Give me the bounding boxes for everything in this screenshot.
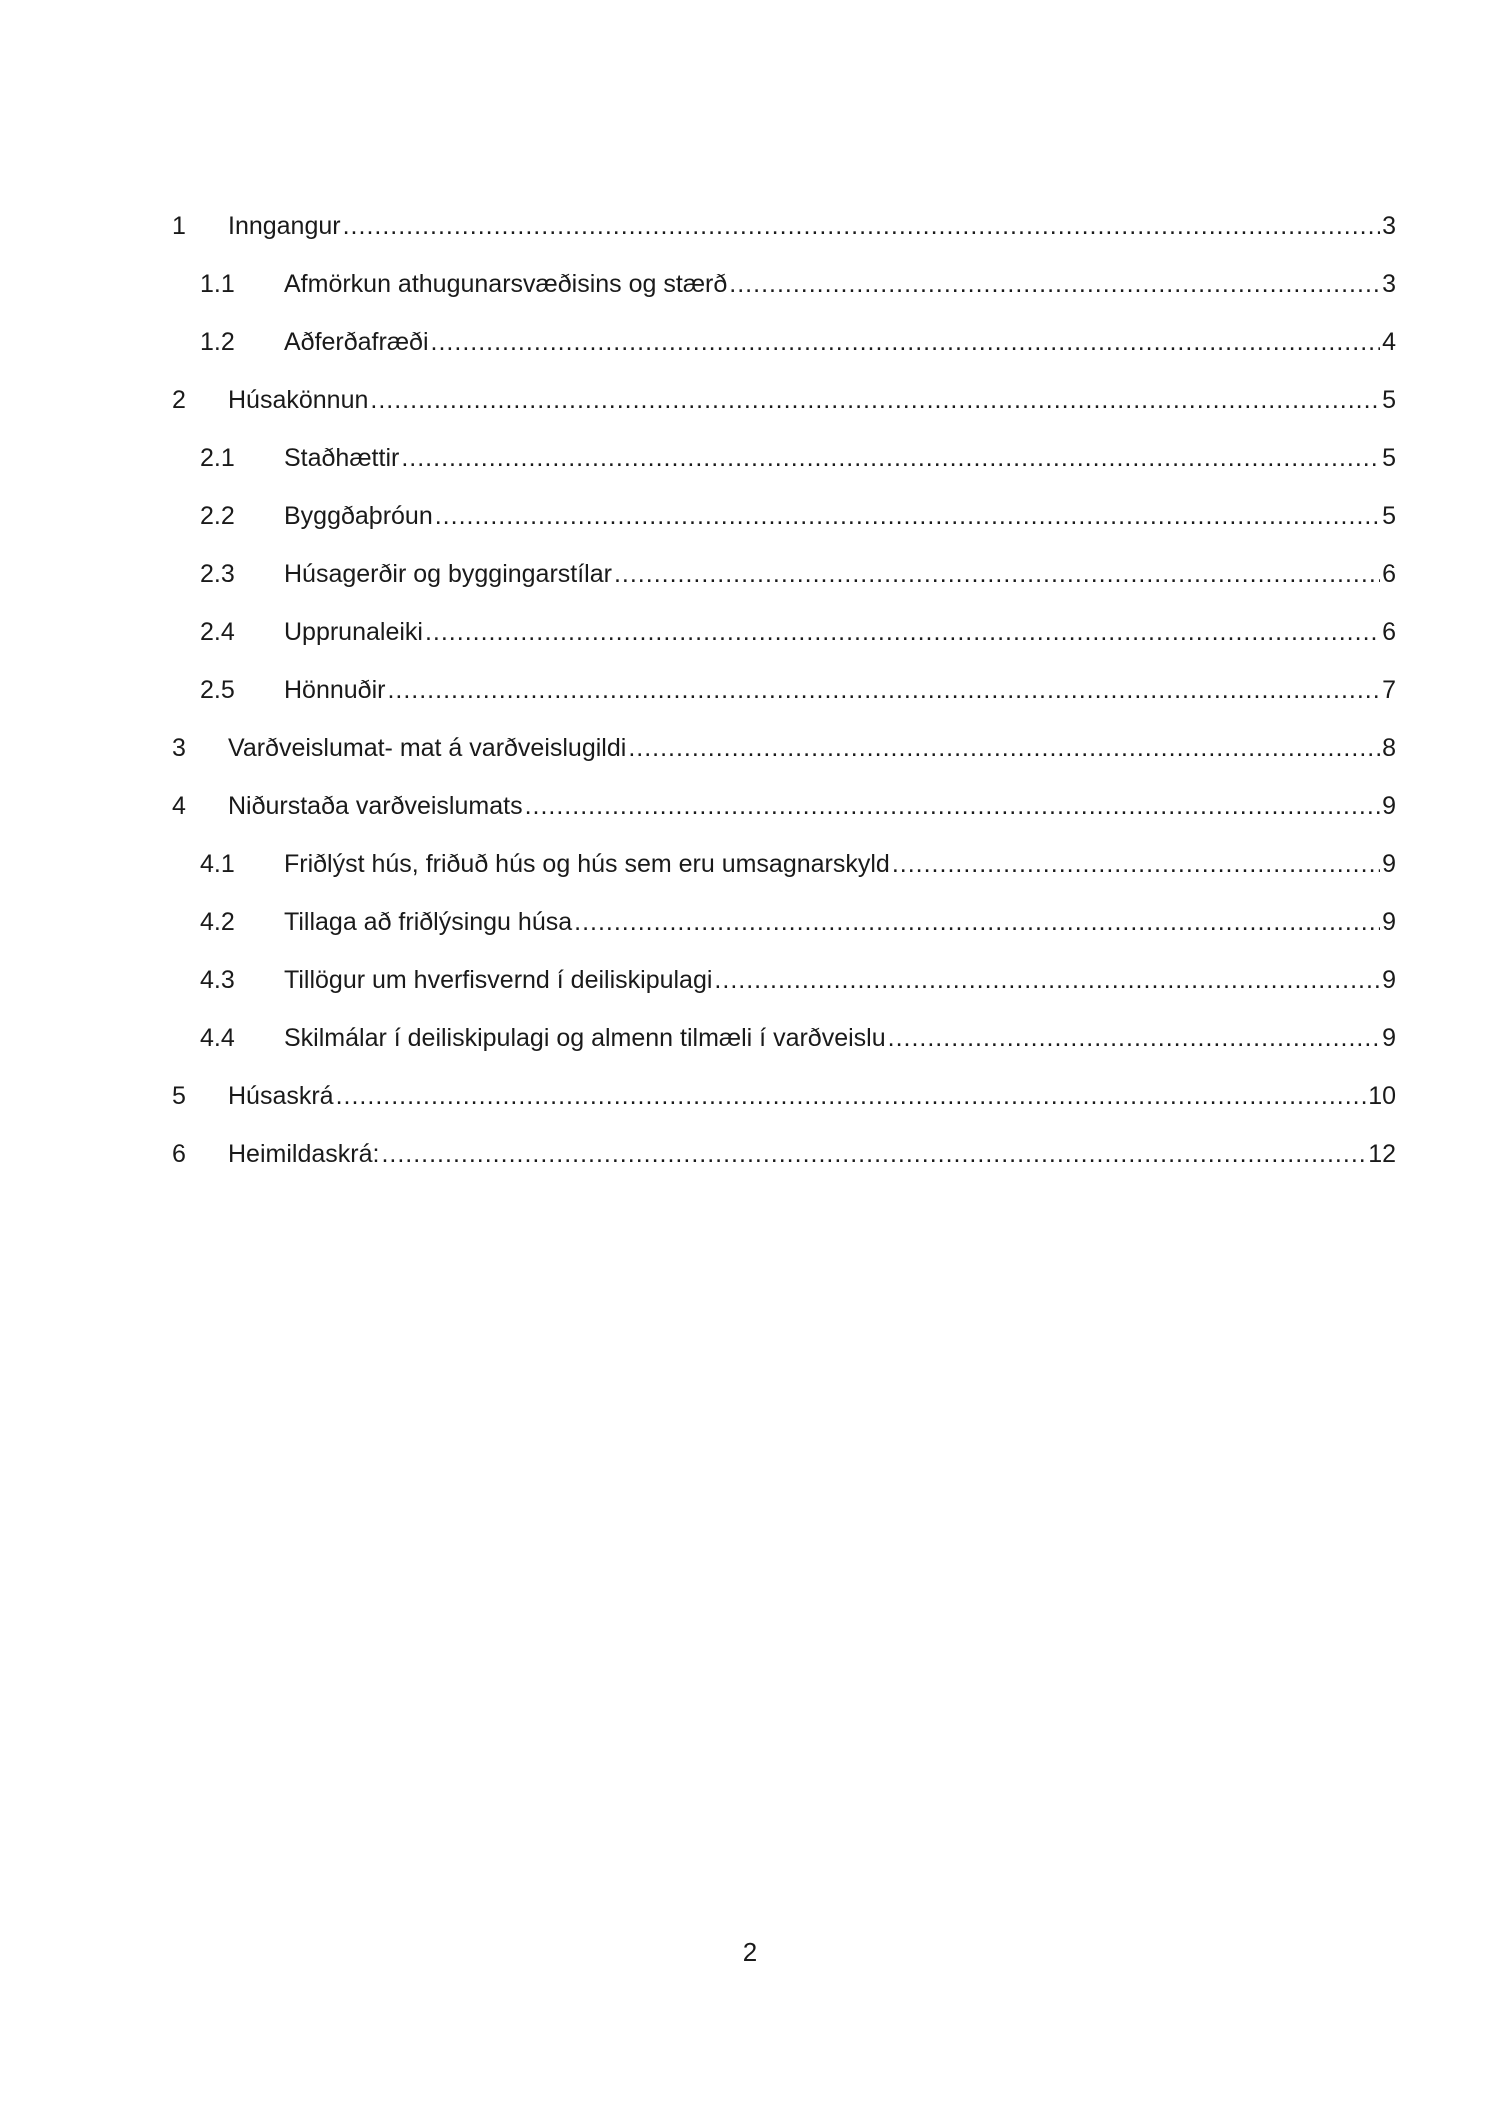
toc-entry-number: 1.1 xyxy=(200,270,235,298)
toc-entry-number: 4.3 xyxy=(200,966,235,994)
toc-entry[interactable] xyxy=(172,1009,1396,1067)
toc-entry-page: 9 xyxy=(1382,908,1396,936)
toc-dot-leader xyxy=(336,1067,1367,1125)
toc-entry-page: 10 xyxy=(1368,1082,1396,1110)
toc-entry-page: 6 xyxy=(1382,560,1396,588)
toc-entry-page: 6 xyxy=(1382,618,1396,646)
toc-entry[interactable] xyxy=(172,313,1396,371)
toc-entry-number: 4.2 xyxy=(200,908,235,936)
toc-entry-title: Húsakönnun xyxy=(228,386,369,414)
toc-entry-number: 4.1 xyxy=(200,850,235,878)
toc-dot-leader xyxy=(614,545,1380,603)
toc-entry-page: 3 xyxy=(1382,270,1396,298)
toc-entry-title: Upprunaleiki xyxy=(284,618,423,646)
toc-entry-number: 2.1 xyxy=(200,444,235,472)
toc-entry-page: 9 xyxy=(1382,966,1396,994)
toc-entry-number: 5 xyxy=(172,1082,186,1110)
toc-entry-page: 9 xyxy=(1382,850,1396,878)
toc-entry-title: Niðurstaða varðveislumats xyxy=(228,792,523,820)
page-number: 2 xyxy=(742,1937,758,1967)
toc-entry[interactable] xyxy=(172,893,1396,951)
toc-dot-leader xyxy=(574,893,1380,951)
toc-entry-title: Byggðaþróun xyxy=(284,502,433,530)
toc-dot-leader xyxy=(431,313,1381,371)
toc-entry-title: Hönnuðir xyxy=(284,676,386,704)
toc-entry-number: 3 xyxy=(172,734,186,762)
toc-entry-page: 9 xyxy=(1382,792,1396,820)
toc-entry-page: 3 xyxy=(1382,212,1396,240)
toc-entry-page: 5 xyxy=(1382,386,1396,414)
toc-entry-number: 2 xyxy=(172,386,186,414)
toc-dot-leader xyxy=(714,951,1380,1009)
toc-entry-title: Húsagerðir og byggingarstílar xyxy=(284,560,612,588)
toc-entry-number: 4.4 xyxy=(200,1024,235,1052)
toc-dot-leader xyxy=(387,661,1380,719)
toc-dot-leader xyxy=(370,371,1380,429)
toc-dot-leader xyxy=(401,429,1380,487)
toc-entry-title: Aðferðafræði xyxy=(284,328,429,356)
toc-dot-leader xyxy=(628,719,1380,777)
toc-dot-leader xyxy=(343,197,1380,255)
toc-dot-leader xyxy=(892,835,1380,893)
toc-entry[interactable] xyxy=(172,719,1396,777)
toc-entry-page: 4 xyxy=(1382,328,1396,356)
toc-entry-title: Skilmálar í deiliskipulagi og almenn tilmæli í varðveislu xyxy=(284,1024,886,1052)
toc-entry-page: 9 xyxy=(1382,1024,1396,1052)
toc-entry[interactable] xyxy=(172,951,1396,1009)
toc-entry[interactable] xyxy=(172,661,1396,719)
toc-entry-title: Inngangur xyxy=(228,212,341,240)
toc-entry-number: 6 xyxy=(172,1140,186,1168)
toc-entry-number: 4 xyxy=(172,792,186,820)
toc-entry[interactable] xyxy=(172,835,1396,893)
toc-entry[interactable] xyxy=(172,603,1396,661)
toc-dot-leader xyxy=(435,487,1380,545)
toc-entry-number: 2.4 xyxy=(200,618,235,646)
toc-entry-number: 2.2 xyxy=(200,502,235,530)
toc-entry[interactable] xyxy=(172,1125,1396,1183)
toc-entry[interactable] xyxy=(172,545,1396,603)
toc-entry-page: 5 xyxy=(1382,502,1396,530)
toc-entry-title: Heimildaskrá: xyxy=(228,1140,380,1168)
toc-entry[interactable] xyxy=(172,429,1396,487)
toc-entry-page: 8 xyxy=(1382,734,1396,762)
toc-entry-title: Húsaskrá xyxy=(228,1082,334,1110)
toc-entry-title: Afmörkun athugunarsvæðisins og stærð xyxy=(284,270,728,298)
toc-dot-leader xyxy=(888,1009,1380,1067)
toc-dot-leader xyxy=(381,1125,1366,1183)
toc-entry[interactable] xyxy=(172,1067,1396,1125)
toc-entry-page: 12 xyxy=(1368,1140,1396,1168)
table-of-contents xyxy=(172,197,1396,1183)
toc-dot-leader xyxy=(425,603,1380,661)
toc-entry-number: 1.2 xyxy=(200,328,235,356)
toc-entry-title: Tillögur um hverfisvernd í deiliskipulagi xyxy=(284,966,713,994)
toc-entry-title: Friðlýst hús, friðuð hús og hús sem eru umsagnarskyld xyxy=(284,850,890,878)
toc-entry-title: Tillaga að friðlýsingu húsa xyxy=(284,908,573,936)
toc-entry-title: Varðveislumat- mat á varðveislugildi xyxy=(228,734,627,762)
toc-entry-number: 2.5 xyxy=(200,676,235,704)
toc-entry-title: Staðhættir xyxy=(284,444,400,472)
toc-dot-leader xyxy=(525,777,1381,835)
toc-dot-leader xyxy=(729,255,1380,313)
toc-entry[interactable] xyxy=(172,487,1396,545)
toc-entry-number: 1 xyxy=(172,212,186,240)
toc-entry[interactable] xyxy=(172,197,1396,255)
toc-entry[interactable] xyxy=(172,255,1396,313)
toc-entry[interactable] xyxy=(172,777,1396,835)
toc-entry[interactable] xyxy=(172,371,1396,429)
toc-entry-page: 5 xyxy=(1382,444,1396,472)
toc-entry-page: 7 xyxy=(1382,676,1396,704)
toc-entry-number: 2.3 xyxy=(200,560,235,588)
